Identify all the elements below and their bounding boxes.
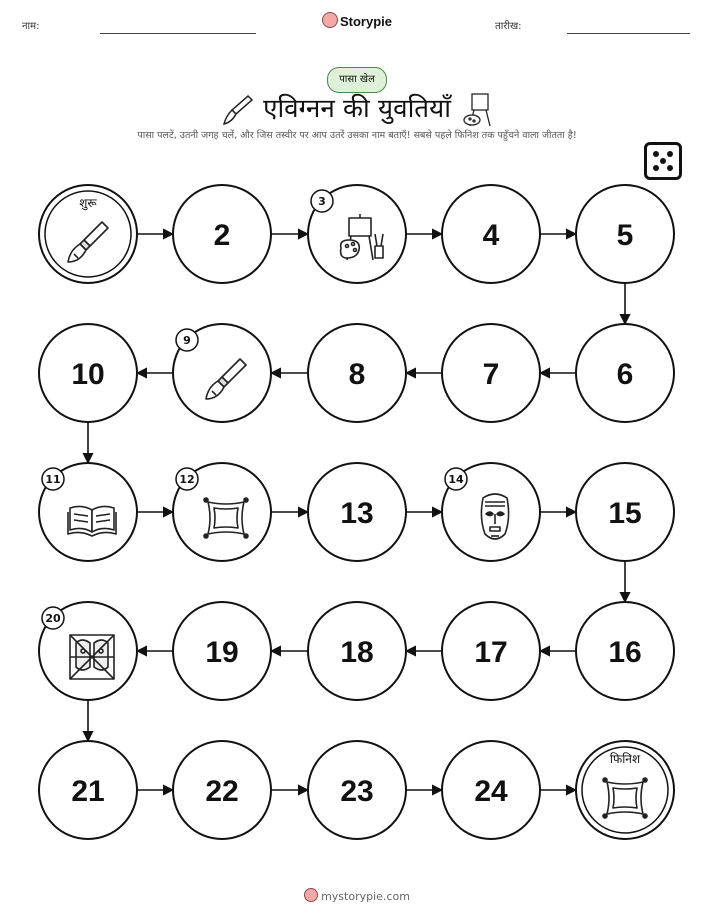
cell-number: 7 [482, 358, 500, 391]
cell-number: 18 [340, 636, 374, 669]
start-label: शुरू [79, 196, 97, 210]
board-cell[interactable] [173, 602, 271, 700]
cell-number: 24 [474, 775, 508, 808]
canvas-icon [603, 778, 647, 818]
board-cell[interactable] [576, 741, 674, 839]
board-cell[interactable] [39, 324, 137, 422]
page-title: एविग्नन की युवतियाँ [263, 94, 451, 124]
footer [0, 888, 714, 903]
finish-label: फिनिश [609, 752, 641, 766]
cell-number: 11 [45, 473, 61, 486]
cell-number: 6 [616, 358, 634, 391]
game-tag: पासा खेल [327, 67, 387, 93]
canvas-icon [204, 498, 248, 538]
board-cell[interactable] [308, 602, 406, 700]
name-label: नाम: [22, 21, 40, 32]
board-cell[interactable] [576, 602, 674, 700]
board-cell[interactable] [442, 185, 540, 283]
cell-number: 21 [71, 775, 105, 808]
board-cell[interactable] [39, 741, 137, 839]
footer-url[interactable]: mystorypie.com [321, 890, 410, 903]
cell-number: 8 [348, 358, 366, 391]
cell-number: 23 [340, 775, 374, 808]
board-cell[interactable] [39, 185, 137, 283]
cell-number: 5 [616, 219, 634, 252]
cubist-faces-icon [70, 635, 114, 679]
cell-number: 19 [205, 636, 239, 669]
board-cell[interactable] [308, 324, 406, 422]
cell-number: 15 [608, 497, 642, 530]
cell-number: 13 [340, 497, 374, 530]
footer-bear-icon [304, 888, 318, 902]
board-cell[interactable] [308, 741, 406, 839]
cell-number: 4 [482, 219, 500, 252]
board-cell[interactable] [39, 602, 137, 700]
board-cell[interactable] [576, 463, 674, 561]
board-cell[interactable] [442, 741, 540, 839]
cell-number: 20 [45, 612, 61, 625]
cell-number: 22 [205, 775, 239, 808]
board-cell[interactable] [308, 185, 406, 283]
board-cell[interactable] [173, 185, 271, 283]
cell-number: 12 [179, 473, 195, 486]
board-cell[interactable] [442, 602, 540, 700]
board-cell[interactable] [442, 324, 540, 422]
cell-number: 14 [448, 473, 464, 486]
board-cell[interactable] [173, 741, 271, 839]
cell-number: 17 [474, 636, 508, 669]
board-cell[interactable] [173, 463, 271, 561]
board-cell[interactable] [442, 463, 540, 561]
board-cell[interactable] [39, 463, 137, 561]
board-cell[interactable] [173, 324, 271, 422]
cell-number: 9 [183, 334, 191, 347]
board-cell[interactable] [576, 324, 674, 422]
african-mask-icon [481, 494, 508, 539]
cell-number: 3 [318, 195, 326, 208]
cell-number: 10 [71, 358, 105, 391]
board-cell[interactable] [576, 185, 674, 283]
cell-number: 2 [213, 219, 231, 252]
board-cell[interactable] [308, 463, 406, 561]
date-label: तारीख: [495, 21, 522, 32]
instructions: पासा पलटें, उतनी जगह चलें, और जिस तस्वीर पर आप उतरें उसका नाम बताएँ! सबसे पहले फिनिश तक पहुँचने वाला जीतता है! [137, 130, 577, 141]
brand-name: Storypie [339, 14, 392, 29]
cell-number: 16 [608, 636, 642, 669]
